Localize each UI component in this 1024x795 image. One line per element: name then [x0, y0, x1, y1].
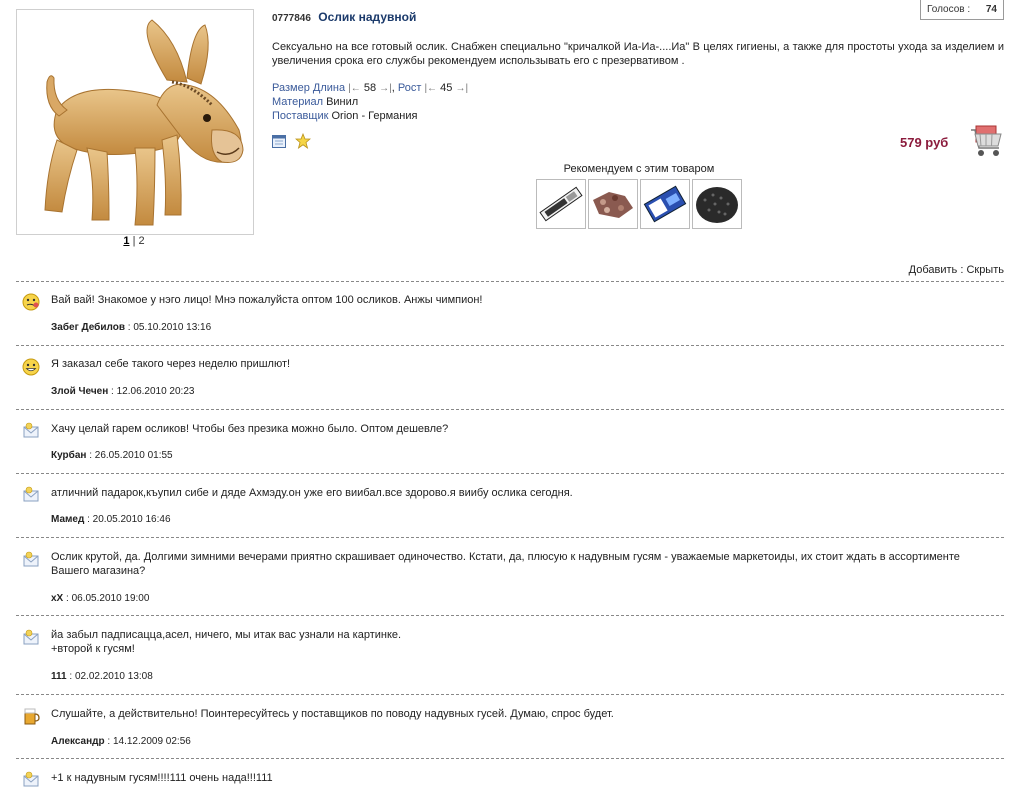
- envelope-icon: [22, 422, 40, 440]
- separator: [16, 281, 1004, 282]
- envelope-icon: [22, 486, 40, 504]
- image-pager-separator: |: [132, 235, 136, 247]
- comment-date: 02.02.2010 13:08: [74, 671, 153, 682]
- spec-material: [272, 95, 358, 109]
- comment-date: 20.05.2010 16:46: [92, 514, 171, 525]
- confused-smiley-icon: [22, 293, 40, 311]
- recommended-product-1-image: [537, 180, 585, 228]
- comment-author: xX: [51, 593, 64, 604]
- envelope-icon: [22, 551, 40, 569]
- hide-comments-link[interactable]: Скрыть: [966, 264, 1004, 276]
- recommended-product-2[interactable]: [588, 179, 638, 229]
- recommended-product-2-image: [589, 180, 637, 228]
- spec-material-value: Винил: [326, 96, 359, 108]
- recommended-product-3[interactable]: [640, 179, 690, 229]
- comment-author: Забег Дебилов: [51, 322, 125, 333]
- spec-length-value: 58: [363, 82, 377, 94]
- shopping-cart-icon[interactable]: [970, 122, 1004, 160]
- comment-meta: Александр : 14.12.2009 02:56: [51, 736, 191, 747]
- star-icon[interactable]: [295, 133, 311, 149]
- comment-date: 26.05.2010 01:55: [94, 450, 173, 461]
- beer-mug-icon: [22, 707, 40, 725]
- votes-box: [920, 0, 1004, 20]
- comment-text: Хачу целай гарем осликов! Чтобы без презика можно было. Оптом дешевле?: [51, 423, 449, 435]
- product-price: 579 руб: [900, 135, 949, 150]
- comment-author: Александр: [51, 736, 105, 747]
- comment-date: 05.10.2010 13:16: [133, 322, 212, 333]
- spec-length-label: Длина: [312, 82, 346, 94]
- recommended-product-4[interactable]: [692, 179, 742, 229]
- comment-text: +1 к надувным гусям!!!!111 очень нада!!!111: [51, 772, 273, 784]
- product-title-line: [272, 10, 416, 24]
- comment-date: 06.05.2010 19:00: [71, 593, 150, 604]
- comment-meta: Мамед : 20.05.2010 16:46: [51, 514, 171, 525]
- comment-text: Вай вай! Знакомое у нэго лицо! Мнэ пожалуйста оптом 100 осликов. Анжы чимпион!: [51, 294, 483, 306]
- add-comment-link[interactable]: Добавить: [908, 264, 958, 276]
- spec-material-label: Материал: [272, 96, 323, 108]
- envelope-icon: [22, 771, 40, 789]
- image-pager: [16, 235, 252, 247]
- spec-size: Размер Длина |← 58 →|, Рост |← 45 →|: [272, 82, 469, 94]
- comment-meta: xX : 06.05.2010 19:00: [51, 593, 150, 604]
- comment-text: атличний падарок,къупил сибе и дяде Ахмэду.он уже его виибал.все здорово.я виибу ослика сегодня.: [51, 487, 573, 499]
- grin-smiley-icon: [22, 358, 40, 376]
- separator: [16, 694, 1004, 695]
- spec-height-value: 45: [440, 82, 453, 94]
- comment-text: Слушайте, а действительно! Поинтересуйтесь у поставщиков по поводу надувных гусей. Думаю, спрос будет.: [51, 708, 614, 720]
- spec-supplier-value: Orion - Германия: [331, 110, 418, 122]
- comment-meta: 111 : 02.02.2010 13:08: [51, 671, 153, 682]
- votes-count: 74: [985, 4, 997, 15]
- separator: [16, 758, 1004, 759]
- comment-text: йа забыл падписацца,асел, ничего, мы итак вас узнали на картинке. +второй к гусям!: [51, 629, 402, 655]
- product-description: Сексуально на все готовый ослик. Снабжен специально "кричалкой Иа-Иа-....Иа" В целях гигиены, а также для простоты ухода за изделием и увеличения срока его службы рекомендуем использывать его с презервативом .: [272, 41, 1004, 67]
- spec-size-label: Размер: [272, 82, 310, 94]
- comment-date: 14.12.2009 02:56: [112, 736, 191, 747]
- separator: [16, 537, 1004, 538]
- recommended-product-3-image: [641, 180, 689, 228]
- comment-text: Ослик крутой, да. Долгими зимними вечерами приятно скрашивает одиночество. Кстати, да, плюсую к надувным гусям - уважаемые маркетоиды, их стоит ждать в ассортименте Вашего магазина?: [51, 551, 960, 577]
- comment-author: Мамед: [51, 514, 85, 525]
- separator: [16, 473, 1004, 474]
- actions-separator: :: [960, 264, 964, 276]
- comment-meta: Забег Дебилов : 05.10.2010 13:16: [51, 322, 212, 333]
- recommended-product-1[interactable]: [536, 179, 586, 229]
- separator: [16, 345, 1004, 346]
- separator: [16, 409, 1004, 410]
- arrow-right-bar-icon: →|: [455, 83, 469, 94]
- spec-supplier: [272, 109, 417, 123]
- comment-meta: Курбан : 26.05.2010 01:55: [51, 450, 173, 461]
- spec-supplier-label: Поставщик: [272, 110, 329, 122]
- image-page-1[interactable]: 1: [123, 235, 130, 247]
- comment-actions: [909, 264, 1004, 276]
- arrow-left-bar-icon: |←: [348, 83, 361, 94]
- separator: [16, 615, 1004, 616]
- arrow-left-bar-icon: |←: [424, 83, 438, 94]
- product-code: 0777846: [272, 13, 311, 24]
- votes-label: Голосов :: [927, 4, 971, 15]
- recommended-product-4-image: [693, 180, 741, 228]
- comment-text: Я заказал себе такого через неделю пришлют!: [51, 358, 291, 370]
- envelope-icon: [22, 629, 40, 647]
- inflatable-donkey-image: [17, 10, 253, 234]
- comment-author: Курбан: [51, 450, 87, 461]
- image-page-2[interactable]: 2: [138, 235, 145, 247]
- comment-date: 12.06.2010 20:23: [116, 386, 195, 397]
- calendar-icon[interactable]: [272, 135, 286, 148]
- comment-meta: Злой Чечен : 12.06.2010 20:23: [51, 386, 195, 397]
- recommend-label: Рекомендуем с этим товаром: [563, 163, 715, 175]
- arrow-right-bar-icon: →|: [379, 83, 392, 94]
- comment-author: 111: [51, 671, 67, 682]
- product-title: Ослик надувной: [318, 10, 417, 24]
- product-image[interactable]: [16, 9, 254, 235]
- spec-height-label: Рост: [397, 82, 422, 94]
- comment-author: Злой Чечен: [51, 386, 109, 397]
